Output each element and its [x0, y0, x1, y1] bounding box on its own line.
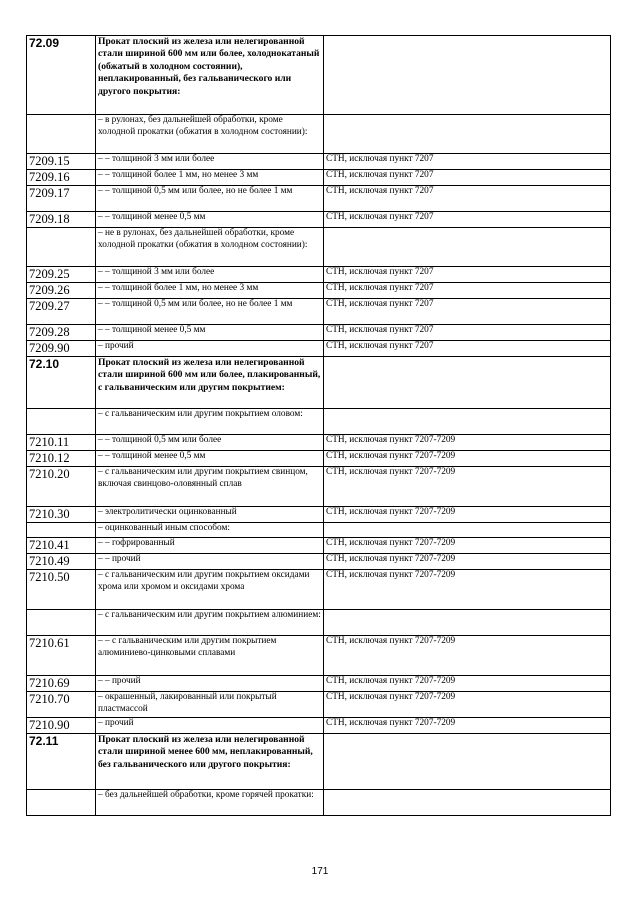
subheading-code: 7210.69: [27, 676, 96, 692]
origin-rule: СТН, исключая пункт 7207: [324, 283, 611, 299]
subheading-code: [27, 523, 96, 538]
origin-rule: [324, 115, 611, 154]
table-row: [27, 170, 611, 186]
origin-rule: [324, 790, 611, 816]
subheading-description: – – толщиной более 1 мм, но менее 3 мм: [96, 170, 324, 186]
subheading-code: 7210.49: [27, 554, 96, 570]
subheading-description: – – толщиной 0,5 мм или более: [96, 435, 324, 451]
subheading-description: – с гальваническим или другим покрытием оксидами хрома или хромом и оксидами хрома: [96, 570, 324, 610]
table-row: [27, 154, 611, 170]
table-row: [27, 283, 611, 299]
table-row: [27, 507, 611, 523]
table-row: [27, 435, 611, 451]
subheading-code: 7209.26: [27, 283, 96, 299]
origin-rule: СТН, исключая пункт 7207-7209: [324, 435, 611, 451]
subheading-description: – в рулонах, без дальнейшей обработки, кроме холодной прокатки (обжатия в холодном состоянии):: [96, 115, 324, 154]
table-row: [27, 790, 611, 816]
origin-rule: [324, 409, 611, 435]
subheading-code: [27, 228, 96, 267]
subheading-code: 7210.50: [27, 570, 96, 610]
origin-rule: СТН, исключая пункт 7207: [324, 212, 611, 228]
subheading-code: 7209.28: [27, 325, 96, 341]
origin-rule: СТН, исключая пункт 7207: [324, 299, 611, 325]
table-row: [27, 718, 611, 734]
table-row: [27, 467, 611, 507]
table-row: [27, 267, 611, 283]
table-row: [27, 676, 611, 692]
subheading-code: 7209.25: [27, 267, 96, 283]
subheading-description: – не в рулонах, без дальнейшей обработки, кроме холодной прокатки (обжатия в холодном состоянии):: [96, 228, 324, 267]
subheading-description: – с гальваническим или другим покрытием оловом:: [96, 409, 324, 435]
subheading-description: – – толщиной 3 мм или более: [96, 154, 324, 170]
origin-rule: СТН, исключая пункт 7207-7209: [324, 507, 611, 523]
table-row: [27, 554, 611, 570]
origin-rule: [324, 523, 611, 538]
subheading-code: [27, 790, 96, 816]
subheading-code: 7210.20: [27, 467, 96, 507]
subheading-description: – электролитически оцинкованный: [96, 507, 324, 523]
subheading-description: – без дальнейшей обработки, кроме горячей прокатки:: [96, 790, 324, 816]
heading-description: Прокат плоский из железа или нелегированной стали шириной 600 мм или более, холоднокатаный (обжатый в холодном состоянии), неплакированный, без гальванического или другого покрытия:: [96, 36, 324, 115]
table-row: [27, 570, 611, 610]
subheading-description: – – толщиной менее 0,5 мм: [96, 212, 324, 228]
table-row: [27, 734, 611, 790]
origin-rule: СТН, исключая пункт 7207: [324, 186, 611, 212]
subheading-description: – прочий: [96, 341, 324, 357]
table-row: [27, 357, 611, 409]
table-row: [27, 538, 611, 554]
tariff-table: [26, 35, 611, 816]
origin-rule: СТН, исключая пункт 7207-7209: [324, 692, 611, 718]
subheading-code: 7209.15: [27, 154, 96, 170]
origin-rule: СТН, исключая пункт 7207: [324, 325, 611, 341]
subheading-description: – с гальваническим или другим покрытием свинцом, включая свинцово-оловянный сплав: [96, 467, 324, 507]
subheading-code: [27, 409, 96, 435]
table-row: [27, 341, 611, 357]
origin-rule: СТН, исключая пункт 7207: [324, 267, 611, 283]
table-row: [27, 409, 611, 435]
subheading-description: – прочий: [96, 718, 324, 734]
table-row: [27, 299, 611, 325]
subheading-code: 7210.61: [27, 636, 96, 676]
heading-code: 72.10: [27, 357, 96, 409]
subheading-code: 7210.70: [27, 692, 96, 718]
origin-rule: СТН, исключая пункт 7207: [324, 341, 611, 357]
origin-rule: СТН, исключая пункт 7207-7209: [324, 718, 611, 734]
subheading-description: – – толщиной 3 мм или более: [96, 267, 324, 283]
origin-rule: СТН, исключая пункт 7207-7209: [324, 451, 611, 467]
subheading-code: 7209.90: [27, 341, 96, 357]
subheading-code: 7209.16: [27, 170, 96, 186]
subheading-code: [27, 610, 96, 636]
page-number: 171: [311, 866, 329, 877]
origin-rule: СТН, исключая пункт 7207-7209: [324, 467, 611, 507]
table-row: [27, 523, 611, 538]
table-row: [27, 610, 611, 636]
origin-rule: СТН, исключая пункт 7207-7209: [324, 636, 611, 676]
heading-description: Прокат плоский из железа или нелегированной стали шириной 600 мм или более, плакированный, с гальваническим или другим покрытием:: [96, 357, 324, 409]
heading-code: 72.11: [27, 734, 96, 790]
origin-rule: [324, 357, 611, 409]
table-row: [27, 451, 611, 467]
subheading-description: – – прочий: [96, 676, 324, 692]
subheading-description: – – толщиной 0,5 мм или более, но не более 1 мм: [96, 299, 324, 325]
origin-rule: СТН, исключая пункт 7207: [324, 154, 611, 170]
subheading-code: 7210.12: [27, 451, 96, 467]
origin-rule: СТН, исключая пункт 7207-7209: [324, 570, 611, 610]
subheading-code: 7210.11: [27, 435, 96, 451]
subheading-code: 7209.18: [27, 212, 96, 228]
subheading-description: – – толщиной менее 0,5 мм: [96, 451, 324, 467]
subheading-code: [27, 115, 96, 154]
table-row: [27, 636, 611, 676]
subheading-code: 7210.41: [27, 538, 96, 554]
origin-rule: СТН, исключая пункт 7207-7209: [324, 554, 611, 570]
table-row: [27, 36, 611, 115]
subheading-description: – – толщиной 0,5 мм или более, но не более 1 мм: [96, 186, 324, 212]
origin-rule: СТН, исключая пункт 7207-7209: [324, 676, 611, 692]
subheading-description: – оцинкованный иным способом:: [96, 523, 324, 538]
table-row: [27, 692, 611, 718]
heading-code: 72.09: [27, 36, 96, 115]
origin-rule: [324, 228, 611, 267]
subheading-description: – с гальваническим или другим покрытием алюминием:: [96, 610, 324, 636]
table-row: [27, 186, 611, 212]
subheading-description: – – толщиной более 1 мм, но менее 3 мм: [96, 283, 324, 299]
table-row: [27, 325, 611, 341]
table-row: [27, 228, 611, 267]
subheading-code: 7210.30: [27, 507, 96, 523]
origin-rule: СТН, исключая пункт 7207: [324, 170, 611, 186]
subheading-description: – – прочий: [96, 554, 324, 570]
subheading-code: 7210.90: [27, 718, 96, 734]
subheading-code: 7209.17: [27, 186, 96, 212]
subheading-description: – – с гальваническим или другим покрытием алюминиево-цинковыми сплавами: [96, 636, 324, 676]
table-row: [27, 115, 611, 154]
origin-rule: [324, 734, 611, 790]
origin-rule: [324, 36, 611, 115]
subheading-description: – – толщиной менее 0,5 мм: [96, 325, 324, 341]
subheading-description: – – гофрированный: [96, 538, 324, 554]
subheading-description: – окрашенный, лакированный или покрытый пластмассой: [96, 692, 324, 718]
origin-rule: [324, 610, 611, 636]
subheading-code: 7209.27: [27, 299, 96, 325]
heading-description: Прокат плоский из железа или нелегированной стали шириной менее 600 мм, неплакированный, без гальванического или другого покрытия:: [96, 734, 324, 790]
origin-rule: СТН, исключая пункт 7207-7209: [324, 538, 611, 554]
table-row: [27, 212, 611, 228]
